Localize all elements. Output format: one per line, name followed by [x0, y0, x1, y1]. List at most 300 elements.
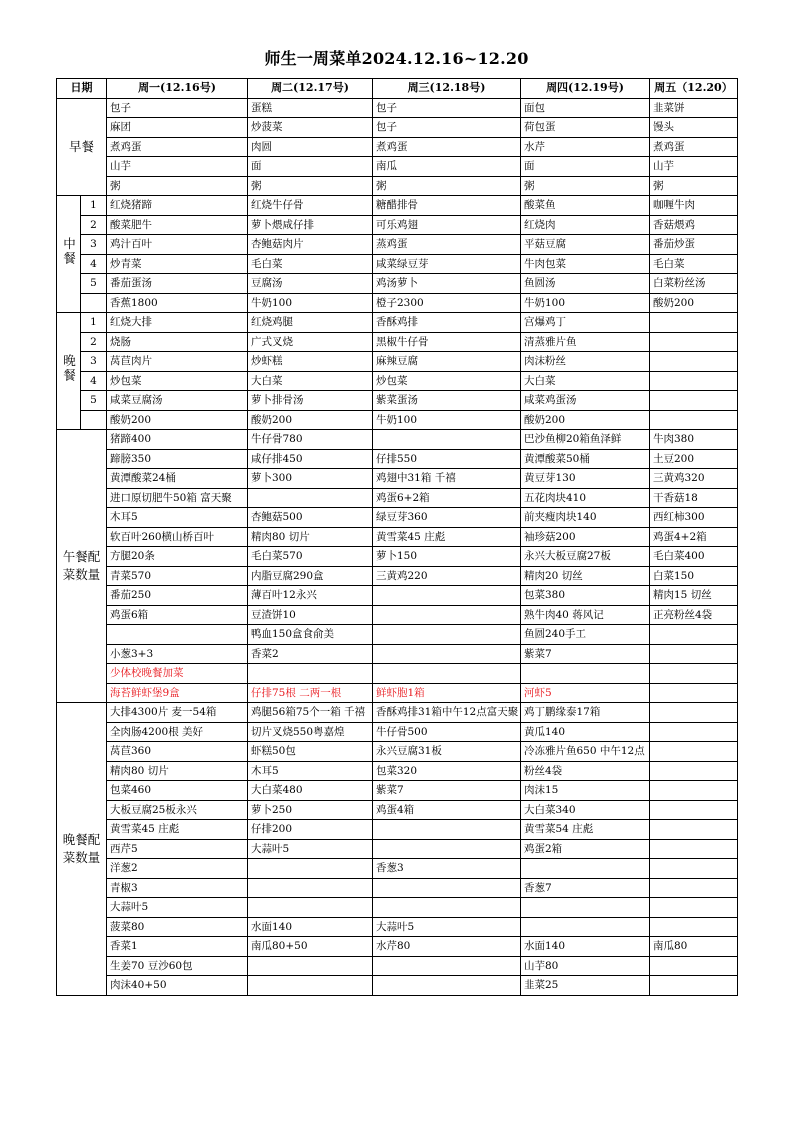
quantity-cell: 巴沙鱼柳20箱鱼泽鲜 [521, 430, 650, 450]
menu-cell: 酸菜鱼 [521, 196, 650, 216]
lunch-row [57, 235, 738, 255]
menu-cell: 酸奶200 [521, 410, 650, 430]
quantity-cell: 鸡丁鹏缘泰17箱 [521, 703, 650, 723]
menu-cell: 黑椒牛仔骨 [373, 332, 521, 352]
menu-cell: 红烧鸡腿 [248, 313, 373, 333]
quantity-cell: 河虾5 [521, 683, 650, 703]
dish-number [81, 410, 107, 430]
quantity-cell: 虾糕50包 [248, 742, 373, 762]
quantity-cell: 大蒜叶5 [107, 898, 248, 918]
dinner-qty-row [57, 722, 738, 742]
quantity-cell [650, 859, 738, 879]
quantity-cell: 肉沫15 [521, 781, 650, 801]
quantity-cell: 洋葱2 [107, 859, 248, 879]
breakfast-row [57, 157, 738, 177]
dish-number: 4 [81, 254, 107, 274]
quantity-cell [650, 664, 738, 684]
quantity-cell [650, 742, 738, 762]
dinner-row [57, 410, 738, 430]
lunch-qty-row [57, 508, 738, 528]
menu-cell: 香菇煨鸡 [650, 215, 738, 235]
section-label-text: 中餐 [61, 237, 77, 266]
quantity-cell: 木耳5 [107, 508, 248, 528]
menu-cell: 炒青菜 [107, 254, 248, 274]
quantity-cell: 生姜70 豆沙60包 [107, 956, 248, 976]
menu-cell: 萝卜排骨汤 [248, 391, 373, 411]
quantity-cell: 肉沫40+50 [107, 976, 248, 996]
dish-number: 1 [81, 196, 107, 216]
quantity-cell: 鸡蛋6箱 [107, 605, 248, 625]
menu-cell: 红烧猪蹄 [107, 196, 248, 216]
quantity-cell: 木耳5 [248, 761, 373, 781]
quantity-cell: 方腿20条 [107, 547, 248, 567]
quantity-cell: 仔排75根 二两一根 [248, 683, 373, 703]
quantity-cell: 紫菜7 [373, 781, 521, 801]
menu-cell: 炒菠菜 [248, 118, 373, 138]
quantity-cell: 韭菜25 [521, 976, 650, 996]
menu-cell: 粥 [107, 176, 248, 196]
quantity-cell: 西芹5 [107, 839, 248, 859]
menu-cell: 山芋 [650, 157, 738, 177]
menu-cell: 番茄炒蛋 [650, 235, 738, 255]
dinner-qty-row [57, 781, 738, 801]
quantity-cell: 前夹瘦肉块140 [521, 508, 650, 528]
menu-cell: 鸡汤萝卜 [373, 274, 521, 294]
quantity-cell: 袖珍菇200 [521, 527, 650, 547]
dish-number [81, 293, 107, 313]
quantity-cell [650, 917, 738, 937]
header-day: 周二(12.17号) [248, 79, 373, 99]
menu-cell: 烧肠 [107, 332, 248, 352]
menu-cell: 牛奶100 [248, 293, 373, 313]
quantity-cell: 三黄鸡220 [373, 566, 521, 586]
quantity-cell: 黄瓜140 [521, 722, 650, 742]
dinner-qty-row [57, 839, 738, 859]
quantity-cell: 小葱3+3 [107, 644, 248, 664]
menu-cell [650, 313, 738, 333]
menu-cell: 咖喱牛肉 [650, 196, 738, 216]
quantity-cell: 全肉肠4200根 美好 [107, 722, 248, 742]
header-day: 周三(12.18号) [373, 79, 521, 99]
lunch-qty-row [57, 547, 738, 567]
quantity-cell [248, 488, 373, 508]
menu-cell: 粥 [650, 176, 738, 196]
quantity-cell [650, 703, 738, 723]
menu-cell: 糖醋排骨 [373, 196, 521, 216]
quantity-cell [248, 664, 373, 684]
quantity-cell [248, 976, 373, 996]
quantity-cell [650, 800, 738, 820]
breakfast-row [57, 176, 738, 196]
lunch-qty-row [57, 566, 738, 586]
dinner-qty-row [57, 859, 738, 879]
dish-number: 5 [81, 274, 107, 294]
quantity-cell: 毛白菜400 [650, 547, 738, 567]
quantity-cell: 内脂豆腐290盒 [248, 566, 373, 586]
quantity-cell: 西红柿300 [650, 508, 738, 528]
dinner-qty-row [57, 956, 738, 976]
menu-cell: 麻团 [107, 118, 248, 138]
quantity-cell: 咸仔排450 [248, 449, 373, 469]
quantity-cell: 仔排550 [373, 449, 521, 469]
menu-cell: 包子 [373, 98, 521, 118]
quantity-cell: 鸡腿56箱75个一箱 千禧 [248, 703, 373, 723]
quantity-cell [107, 625, 248, 645]
quantity-cell: 毛白菜570 [248, 547, 373, 567]
dinner-qty-row [57, 820, 738, 840]
dinner-qty-row [57, 878, 738, 898]
menu-cell: 香酥鸡排 [373, 313, 521, 333]
menu-cell: 麻辣豆腐 [373, 352, 521, 372]
lunch-qty-row [57, 664, 738, 684]
quantity-cell: 萝卜300 [248, 469, 373, 489]
quantity-cell [521, 859, 650, 879]
quantity-cell: 大白菜480 [248, 781, 373, 801]
quantity-cell: 水面140 [248, 917, 373, 937]
menu-cell: 咸菜绿豆芽 [373, 254, 521, 274]
quantity-cell: 鸡蛋6+2箱 [373, 488, 521, 508]
dinner-qty-row [57, 937, 738, 957]
quantity-cell [373, 820, 521, 840]
quantity-cell: 黄雪菜45 庄彪 [373, 527, 521, 547]
section-label-dinner-qty: 晚餐配菜数量 [57, 703, 107, 996]
quantity-cell: 菠菜80 [107, 917, 248, 937]
quantity-cell: 香葱7 [521, 878, 650, 898]
menu-cell: 荷包蛋 [521, 118, 650, 138]
menu-cell: 橙子2300 [373, 293, 521, 313]
dinner-qty-row [57, 800, 738, 820]
quantity-cell: 进口原切肥牛50箱 富天聚 [107, 488, 248, 508]
menu-cell: 香蕉1800 [107, 293, 248, 313]
quantity-cell: 精肉80 切片 [248, 527, 373, 547]
menu-cell: 牛奶100 [521, 293, 650, 313]
menu-cell: 广式叉烧 [248, 332, 373, 352]
quantity-cell: 包菜460 [107, 781, 248, 801]
menu-cell: 包子 [373, 118, 521, 138]
breakfast-row [57, 137, 738, 157]
quantity-cell [248, 878, 373, 898]
quantity-cell: 三黄鸡320 [650, 469, 738, 489]
header-day: 周五（12.20） [650, 79, 738, 99]
lunch-row [57, 254, 738, 274]
menu-cell: 韭菜饼 [650, 98, 738, 118]
quantity-cell: 水面140 [521, 937, 650, 957]
quantity-cell [248, 898, 373, 918]
quantity-cell: 鲜虾胞1箱 [373, 683, 521, 703]
quantity-cell [521, 917, 650, 937]
menu-cell: 清蒸雅片鱼 [521, 332, 650, 352]
dinner-row [57, 391, 738, 411]
menu-cell: 莴苣肉片 [107, 352, 248, 372]
lunch-qty-row [57, 644, 738, 664]
menu-cell: 馒头 [650, 118, 738, 138]
menu-cell: 酸奶200 [650, 293, 738, 313]
quantity-cell: 黄潭酸菜24桶 [107, 469, 248, 489]
section-label-lunch [57, 196, 81, 313]
quantity-cell: 萝卜250 [248, 800, 373, 820]
menu-cell: 咸菜豆腐汤 [107, 391, 248, 411]
quantity-cell [373, 605, 521, 625]
dinner-qty-row [57, 703, 738, 723]
quantity-cell: 香菜2 [248, 644, 373, 664]
dish-number: 3 [81, 235, 107, 255]
quantity-cell: 精肉20 切丝 [521, 566, 650, 586]
dish-number: 4 [81, 371, 107, 391]
quantity-cell [373, 878, 521, 898]
header-day: 周一(12.16号) [107, 79, 248, 99]
menu-cell: 炒包菜 [373, 371, 521, 391]
quantity-cell: 包菜380 [521, 586, 650, 606]
menu-cell [650, 352, 738, 372]
quantity-cell: 大排4300片 麦一54箱 [107, 703, 248, 723]
quantity-cell: 永兴豆腐31板 [373, 742, 521, 762]
quantity-cell [650, 976, 738, 996]
dish-number: 5 [81, 391, 107, 411]
menu-cell: 可乐鸡翅 [373, 215, 521, 235]
quantity-cell: 包菜320 [373, 761, 521, 781]
menu-cell: 紫菜蛋汤 [373, 391, 521, 411]
quantity-cell: 仔排200 [248, 820, 373, 840]
quantity-cell [373, 625, 521, 645]
menu-cell: 大白菜 [248, 371, 373, 391]
quantity-cell [373, 839, 521, 859]
quantity-cell: 永兴大板豆腐27板 [521, 547, 650, 567]
menu-cell: 毛白菜 [248, 254, 373, 274]
menu-cell: 煮鸡蛋 [373, 137, 521, 157]
menu-cell: 酸奶200 [248, 410, 373, 430]
quantity-cell: 白菜150 [650, 566, 738, 586]
menu-cell: 番茄蛋汤 [107, 274, 248, 294]
quantity-cell: 香葱3 [373, 859, 521, 879]
dinner-row [57, 352, 738, 372]
dinner-qty-row [57, 917, 738, 937]
quantity-cell: 海苔鲜虾堡9盒 [107, 683, 248, 703]
quantity-cell: 香菜1 [107, 937, 248, 957]
quantity-cell: 大蒜叶5 [248, 839, 373, 859]
lunch-row [57, 215, 738, 235]
quantity-cell [650, 878, 738, 898]
quantity-cell: 黄豆芽130 [521, 469, 650, 489]
quantity-cell [373, 956, 521, 976]
menu-cell: 大白菜 [521, 371, 650, 391]
quantity-cell: 大白菜340 [521, 800, 650, 820]
menu-cell: 酸菜肥牛 [107, 215, 248, 235]
quantity-cell: 青椒3 [107, 878, 248, 898]
lunch-qty-row [57, 683, 738, 703]
lunch-qty-row [57, 586, 738, 606]
quantity-cell: 牛仔骨500 [373, 722, 521, 742]
quantity-cell: 精肉15 切丝 [650, 586, 738, 606]
quantity-cell [373, 586, 521, 606]
quantity-cell: 五花肉块410 [521, 488, 650, 508]
quantity-cell: 鸡蛋4+2箱 [650, 527, 738, 547]
lunch-row [57, 274, 738, 294]
quantity-cell: 冷冻雅片鱼650 中午12点 [521, 742, 650, 762]
quantity-cell: 香酥鸡排31箱中午12点富天聚 [373, 703, 521, 723]
quantity-cell: 鱼圆240手工 [521, 625, 650, 645]
menu-cell: 粥 [521, 176, 650, 196]
menu-cell: 鱼圆汤 [521, 274, 650, 294]
menu-cell: 粥 [248, 176, 373, 196]
weekly-menu-table [56, 78, 738, 996]
menu-cell [650, 410, 738, 430]
menu-cell: 水芹 [521, 137, 650, 157]
lunch-qty-row [57, 488, 738, 508]
menu-cell: 面 [521, 157, 650, 177]
dinner-row [57, 313, 738, 333]
section-label-dinner [57, 313, 81, 430]
dinner-row [57, 332, 738, 352]
menu-cell: 红烧大排 [107, 313, 248, 333]
quantity-cell: 绿豆芽360 [373, 508, 521, 528]
quantity-cell: 大蒜叶5 [373, 917, 521, 937]
quantity-cell [650, 898, 738, 918]
menu-cell: 牛肉包菜 [521, 254, 650, 274]
header-row [57, 79, 738, 99]
quantity-cell [521, 898, 650, 918]
lunch-qty-row [57, 605, 738, 625]
dinner-qty-row [57, 898, 738, 918]
menu-cell: 山芋 [107, 157, 248, 177]
quantity-cell [373, 898, 521, 918]
quantity-cell [650, 820, 738, 840]
lunch-qty-row [57, 527, 738, 547]
quantity-cell [650, 839, 738, 859]
menu-cell: 鸡汁百叶 [107, 235, 248, 255]
quantity-cell: 鸡蛋4箱 [373, 800, 521, 820]
menu-cell: 炒虾糕 [248, 352, 373, 372]
dinner-row [57, 371, 738, 391]
menu-cell: 杏鲍菇肉片 [248, 235, 373, 255]
quantity-cell: 切片叉烧550粤嘉煌 [248, 722, 373, 742]
quantity-cell: 青菜570 [107, 566, 248, 586]
quantity-cell: 南瓜80 [650, 937, 738, 957]
breakfast-row [57, 98, 738, 118]
quantity-cell: 紫菜7 [521, 644, 650, 664]
quantity-cell: 牛肉380 [650, 430, 738, 450]
lunch-qty-row [57, 449, 738, 469]
menu-cell: 咸菜鸡蛋汤 [521, 391, 650, 411]
menu-cell [650, 332, 738, 352]
menu-cell: 毛白菜 [650, 254, 738, 274]
quantity-cell [650, 761, 738, 781]
menu-cell: 包子 [107, 98, 248, 118]
quantity-cell: 鸡翅中31箱 千禧 [373, 469, 521, 489]
quantity-cell [650, 625, 738, 645]
menu-cell: 蛋糕 [248, 98, 373, 118]
header-date: 日期 [57, 79, 107, 99]
quantity-cell [248, 956, 373, 976]
menu-cell: 萝卜煨咸仔排 [248, 215, 373, 235]
quantity-cell [373, 430, 521, 450]
menu-cell: 面包 [521, 98, 650, 118]
menu-cell: 蒸鸡蛋 [373, 235, 521, 255]
quantity-cell: 水芹80 [373, 937, 521, 957]
quantity-cell: 萝卜150 [373, 547, 521, 567]
menu-cell: 粥 [373, 176, 521, 196]
section-label-breakfast: 早餐 [57, 98, 107, 196]
menu-cell: 煮鸡蛋 [107, 137, 248, 157]
quantity-cell: 南瓜80+50 [248, 937, 373, 957]
quantity-cell: 杏鲍菇500 [248, 508, 373, 528]
lunch-qty-row [57, 625, 738, 645]
quantity-cell [650, 683, 738, 703]
quantity-cell: 鸭血150盒食俞美 [248, 625, 373, 645]
lunch-row [57, 293, 738, 313]
menu-cell: 豆腐汤 [248, 274, 373, 294]
dinner-qty-row [57, 761, 738, 781]
section-label-text: 晚餐 [61, 354, 77, 383]
quantity-cell: 莴苣360 [107, 742, 248, 762]
quantity-cell: 番茄250 [107, 586, 248, 606]
lunch-qty-row [57, 430, 738, 450]
menu-cell [650, 391, 738, 411]
quantity-cell [521, 664, 650, 684]
menu-cell: 白菜粉丝汤 [650, 274, 738, 294]
quantity-cell [650, 722, 738, 742]
quantity-cell [650, 956, 738, 976]
breakfast-row [57, 118, 738, 138]
quantity-cell: 精肉80 切片 [107, 761, 248, 781]
quantity-cell: 豆渣饼10 [248, 605, 373, 625]
quantity-cell [373, 976, 521, 996]
quantity-cell: 牛仔骨780 [248, 430, 373, 450]
lunch-qty-row [57, 469, 738, 489]
dish-number: 3 [81, 352, 107, 372]
menu-cell [650, 371, 738, 391]
dinner-qty-row [57, 742, 738, 762]
quantity-cell: 土豆200 [650, 449, 738, 469]
menu-cell: 面 [248, 157, 373, 177]
menu-cell: 肉沫粉丝 [521, 352, 650, 372]
menu-cell: 煮鸡蛋 [650, 137, 738, 157]
menu-cell: 南瓜 [373, 157, 521, 177]
quantity-cell: 猪蹄400 [107, 430, 248, 450]
quantity-cell: 山芋80 [521, 956, 650, 976]
quantity-cell: 黄雪菜54 庄彪 [521, 820, 650, 840]
quantity-cell: 蹄膀350 [107, 449, 248, 469]
dish-number: 2 [81, 215, 107, 235]
dinner-qty-row [57, 976, 738, 996]
menu-cell: 红烧牛仔骨 [248, 196, 373, 216]
quantity-cell: 软百叶260横山桥百叶 [107, 527, 248, 547]
lunch-row [57, 196, 738, 216]
quantity-cell: 干香菇18 [650, 488, 738, 508]
quantity-cell: 大板豆腐25板永兴 [107, 800, 248, 820]
menu-cell: 牛奶100 [373, 410, 521, 430]
quantity-cell [373, 664, 521, 684]
quantity-cell [373, 644, 521, 664]
section-label-lunch-qty: 午餐配菜数量 [57, 430, 107, 703]
menu-cell: 酸奶200 [107, 410, 248, 430]
menu-cell: 平菇豆腐 [521, 235, 650, 255]
quantity-cell: 少体校晚餐加菜 [107, 664, 248, 684]
header-day: 周四(12.19号) [521, 79, 650, 99]
menu-cell: 宫爆鸡丁 [521, 313, 650, 333]
quantity-cell [650, 781, 738, 801]
dish-number: 2 [81, 332, 107, 352]
quantity-cell: 粉丝4袋 [521, 761, 650, 781]
page-title: 师生一周菜单2024.12.16~12.20 [264, 49, 529, 68]
menu-cell: 肉圆 [248, 137, 373, 157]
menu-cell: 红烧肉 [521, 215, 650, 235]
quantity-cell: 薄百叶12永兴 [248, 586, 373, 606]
quantity-cell [248, 859, 373, 879]
quantity-cell: 熟牛肉40 蒋风记 [521, 605, 650, 625]
dish-number: 1 [81, 313, 107, 333]
quantity-cell [650, 644, 738, 664]
quantity-cell: 鸡蛋2箱 [521, 839, 650, 859]
